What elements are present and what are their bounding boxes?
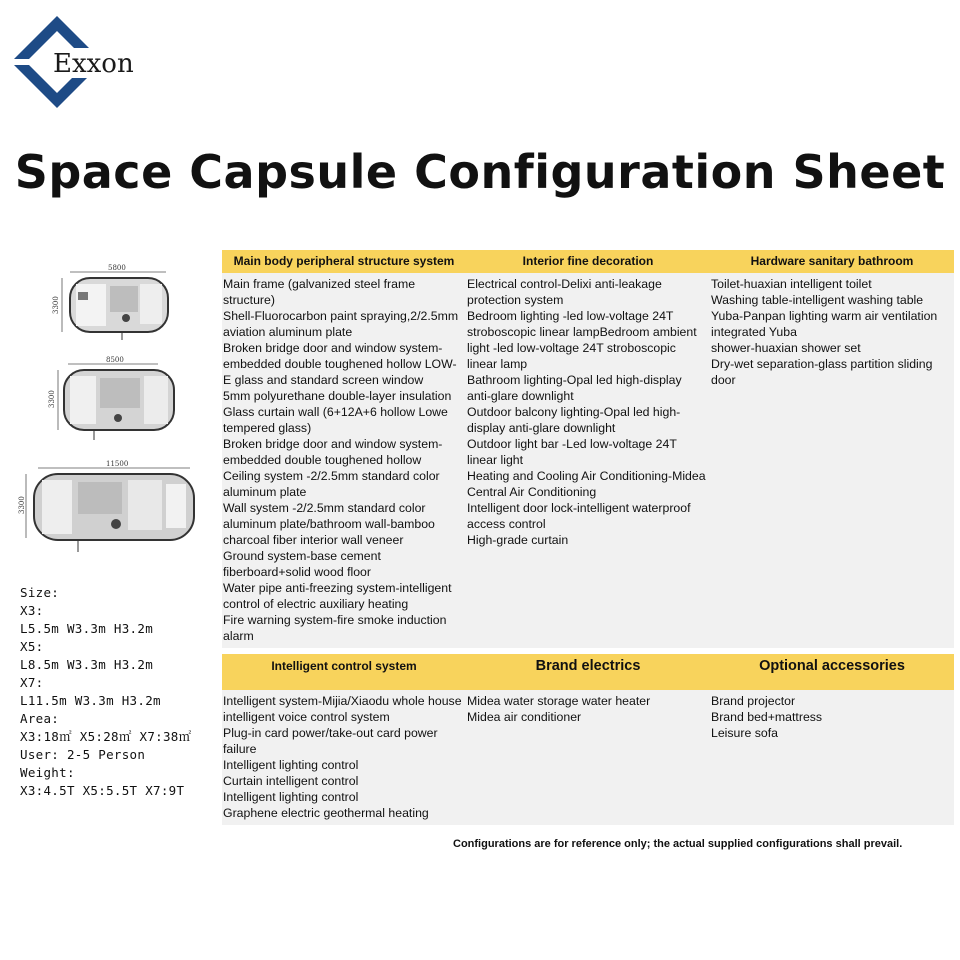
list-item: Outdoor balcony lighting-Opal led high-display anti-glare downlight xyxy=(467,405,681,435)
table-body-row xyxy=(222,690,954,825)
spec-line: X7: xyxy=(20,675,44,690)
list-item: Intelligent door lock-intelligent waterproof access control xyxy=(467,501,691,531)
list-item: Midea water storage water heater xyxy=(467,694,651,708)
list-item: Leisure sofa xyxy=(711,726,778,740)
spec-line: X3: xyxy=(20,603,44,618)
list-item: Fire warning system-fire smoke induction alarm xyxy=(223,613,447,643)
column-header: Intelligent control system xyxy=(271,659,417,673)
list-item: Plug-in card power/take-out card power failure xyxy=(223,726,438,756)
plan-x3-width: 3300 xyxy=(52,296,60,314)
plan-x7-width: 3300 xyxy=(18,496,26,514)
spec-line: L11.5m W3.3m H3.2m xyxy=(20,693,161,708)
list-item: Graphene electric geothermal heating xyxy=(223,806,429,820)
column-header: Main body peripheral structure system xyxy=(233,254,455,268)
list-item: Brand bed+mattress xyxy=(711,710,823,724)
list-item: High-grade curtain xyxy=(467,533,569,547)
table-header-row xyxy=(222,654,954,690)
brand-logo xyxy=(10,12,150,112)
table-cell xyxy=(710,690,954,825)
list-item: Yuba-Panpan lighting warm air ventilation integrated Yuba xyxy=(711,309,938,339)
plan-x3-length: 5800 xyxy=(108,264,126,272)
plan-x7-length: 11500 xyxy=(106,460,129,468)
list-item: 5mm polyurethane double-layer insulation xyxy=(223,389,452,403)
list-item: Heating and Cooling Air Conditioning-Midea Central Air Conditioning xyxy=(467,469,706,499)
spec-line: X3:4.5T X5:5.5T X7:9T xyxy=(20,783,185,798)
list-item: Glass curtain wall (6+12A+6 hollow Lowe tempered glass) xyxy=(223,405,448,435)
floor-plan-drawings xyxy=(18,262,218,562)
footnote: Configurations are for reference only; the actual supplied configurations shall prevail. xyxy=(453,838,903,850)
spec-line: Weight: xyxy=(20,765,75,780)
list-item: Broken bridge door and window system-embedded double toughened hollow xyxy=(223,437,443,467)
plan-x5-length: 8500 xyxy=(106,356,124,364)
spec-line: L5.5m W3.3m H3.2m xyxy=(20,621,154,636)
list-item: Intelligent lighting control xyxy=(223,790,359,804)
column-header: Hardware sanitary bathroom xyxy=(750,254,914,268)
list-item: Outdoor light bar -Led low-voltage 24T linear light xyxy=(467,437,677,467)
column-header: Brand electrics xyxy=(535,658,641,674)
list-item: shower-huaxian shower set xyxy=(711,341,861,355)
table-cell xyxy=(466,690,710,825)
spec-line: X3:18㎡ X5:28㎡ X7:38㎡ xyxy=(20,729,192,744)
table-header-row xyxy=(222,250,954,273)
list-item: Water pipe anti-freezing system-intelligent control of electric auxiliary heating xyxy=(223,581,452,611)
list-item: Brand projector xyxy=(711,694,796,708)
floor-plan-x7 xyxy=(18,460,194,552)
floor-plan-x3 xyxy=(52,264,168,340)
spec-line: Size: xyxy=(20,585,60,600)
list-item: Bedroom lighting -led low-voltage 24T stroboscopic linear lampBedroom ambient light -led low-voltage 24T stroboscopic linear lamp xyxy=(467,309,697,371)
list-item: Toilet-huaxian intelligent toilet xyxy=(711,277,872,291)
list-item: Dry-wet separation-glass partition sliding door xyxy=(711,357,933,387)
list-item: Main frame (galvanized steel frame structure) xyxy=(223,277,416,307)
plan-x5-width: 3300 xyxy=(48,390,56,408)
list-item: Midea air conditioner xyxy=(467,710,582,724)
specs-list xyxy=(20,584,220,800)
page-title: Space Capsule Configuration Sheet xyxy=(14,145,946,199)
list-item: Wall system -2/2.5mm standard color aluminum plate/bathroom wall-bamboo charcoal fiber interior wall veneer xyxy=(223,501,435,547)
list-item: Washing table-intelligent washing table xyxy=(711,293,924,307)
table-cell xyxy=(222,273,466,648)
brand-name: Exxon xyxy=(53,49,134,79)
table-cell xyxy=(466,273,710,648)
list-item: Intelligent lighting control xyxy=(223,758,359,772)
table-cell xyxy=(222,690,466,825)
spec-line: X5: xyxy=(20,639,44,654)
logo-mark-icon xyxy=(10,12,150,112)
table-cell xyxy=(710,273,954,648)
list-item: Ceiling system -2/2.5mm standard color aluminum plate xyxy=(223,469,440,499)
spec-line: User: 2-5 Person xyxy=(20,747,146,762)
list-item: Bathroom lighting-Opal led high-display anti-glare downlight xyxy=(467,373,682,403)
list-item: Intelligent system-Mijia/Xiaodu whole house intelligent voice control system xyxy=(223,694,462,724)
column-header: Interior fine decoration xyxy=(522,254,654,268)
spec-line: Area: xyxy=(20,711,60,726)
column-header: Optional accessories xyxy=(759,658,905,674)
spec-line: L8.5m W3.3m H3.2m xyxy=(20,657,154,672)
config-table xyxy=(222,250,954,825)
list-item: Shell-Fluorocarbon paint spraying,2/2.5mm aviation aluminum plate xyxy=(223,309,459,339)
table-body-row xyxy=(222,273,954,648)
list-item: Ground system-base cement fiberboard+solid wood floor xyxy=(223,549,381,579)
list-item: Curtain intelligent control xyxy=(223,774,359,788)
floor-plan-x5 xyxy=(48,356,174,440)
floor-plans xyxy=(18,262,218,567)
list-item: Electrical control-Delixi anti-leakage protection system xyxy=(467,277,662,307)
list-item: Broken bridge door and window system-embedded double toughened hollow LOW-E glass and standard screen window xyxy=(223,341,457,387)
